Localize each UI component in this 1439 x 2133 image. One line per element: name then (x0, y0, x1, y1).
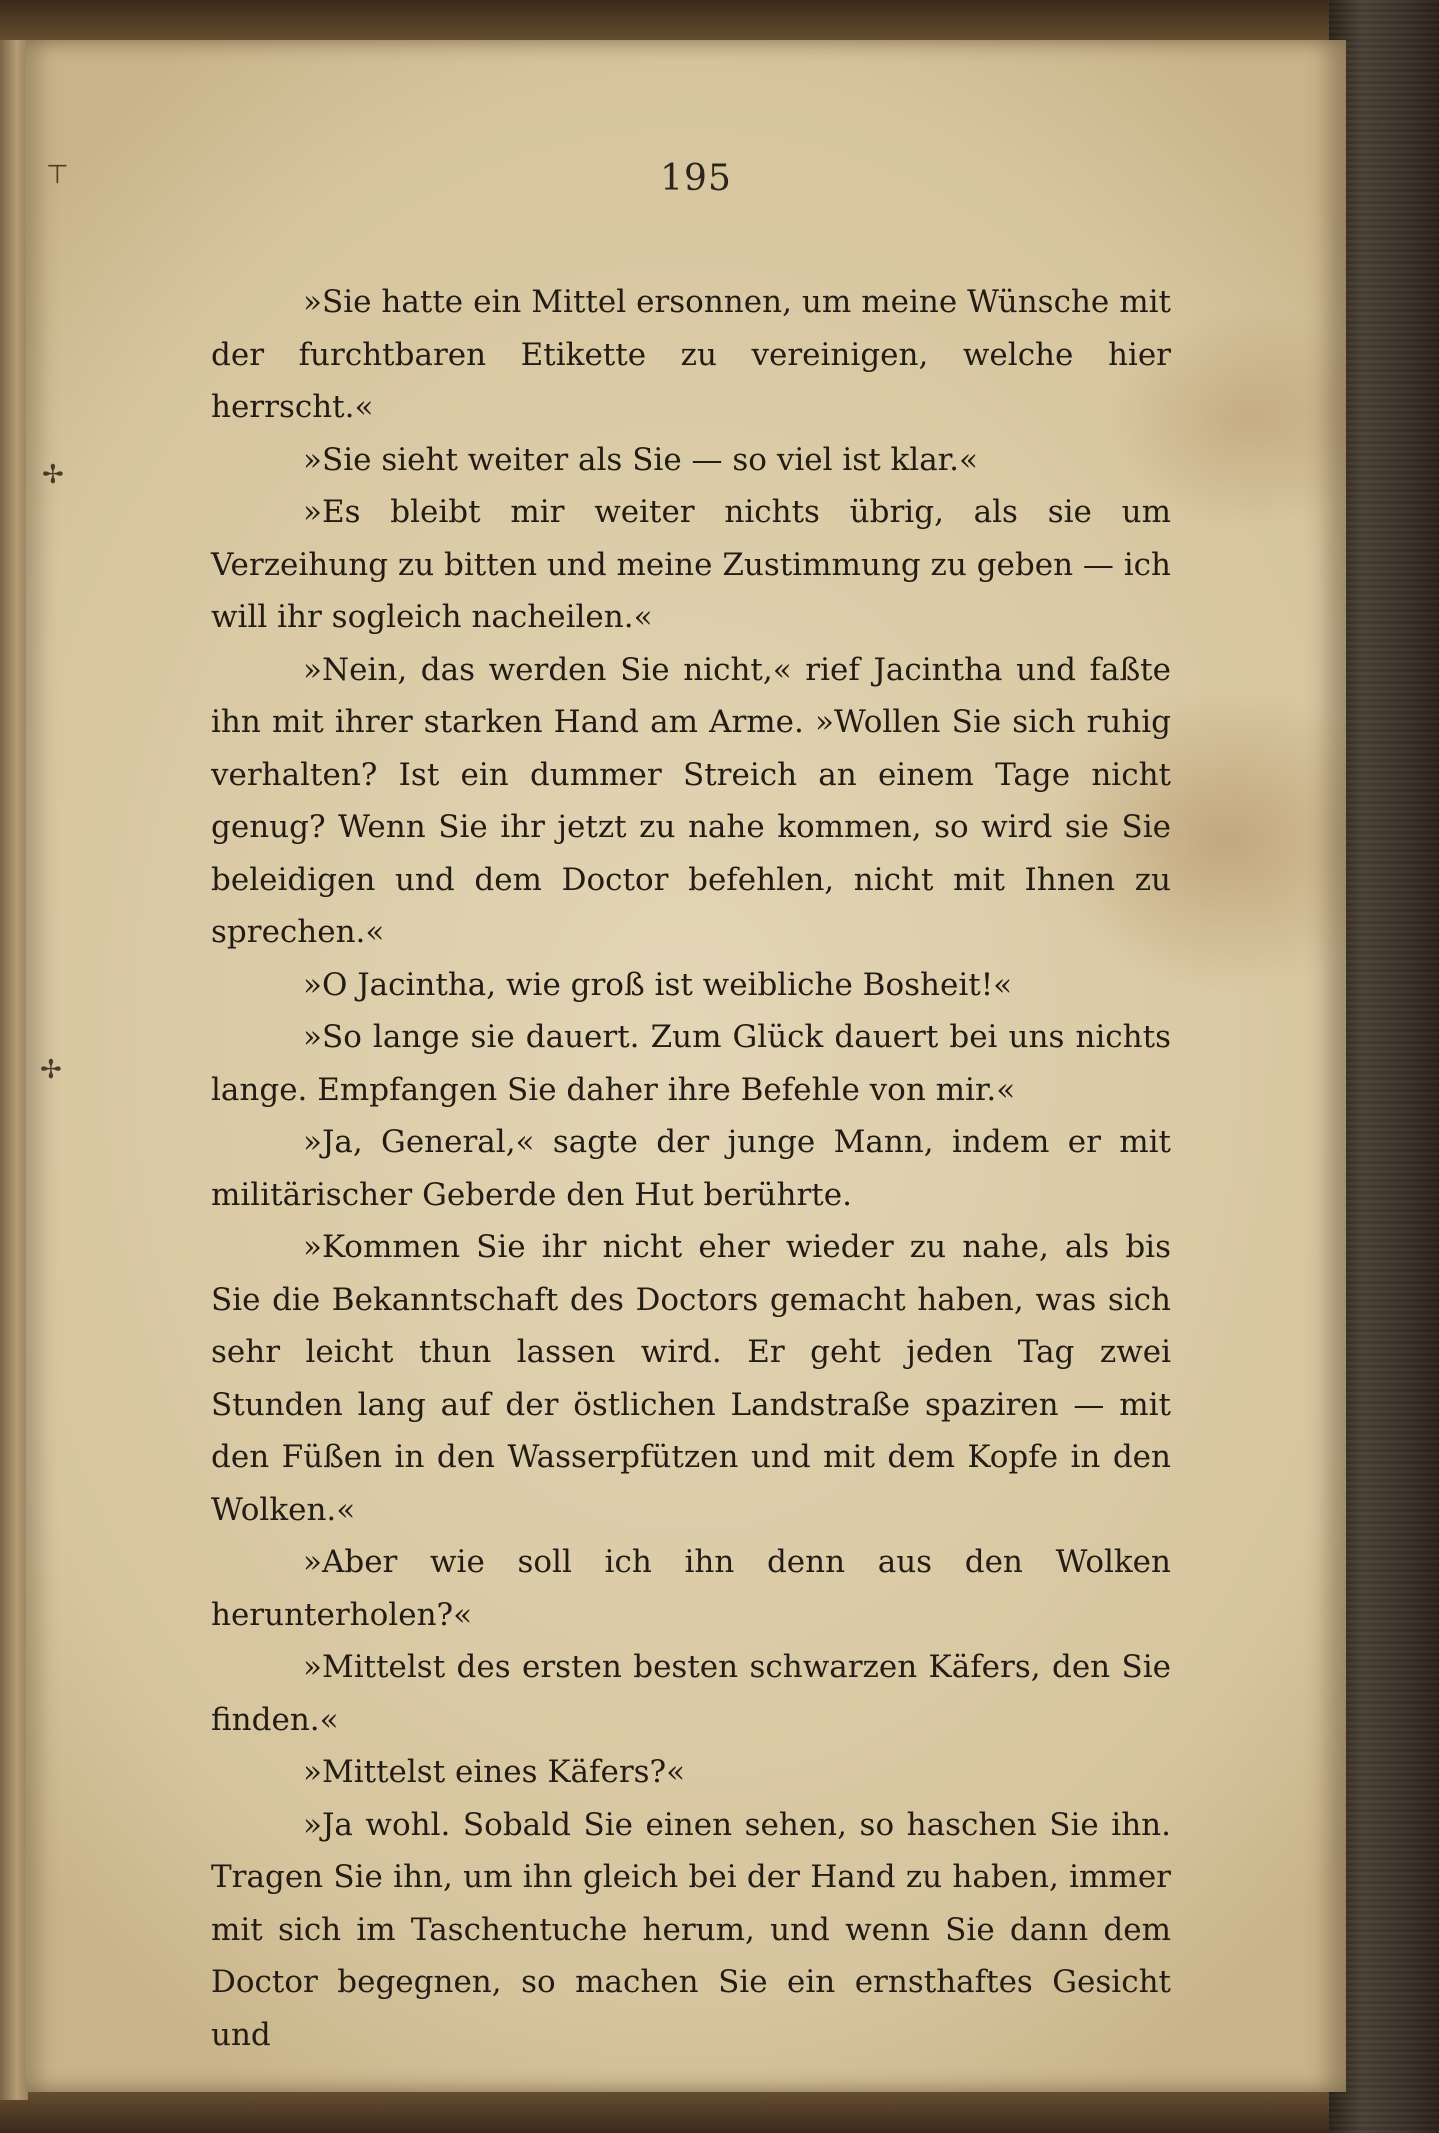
paragraph: »Mittelst des ersten besten schwarzen Käfers, den Sie finden.« (211, 1649, 1171, 1738)
paragraph: »Sie sieht weiter als Sie — so viel ist klar.« (303, 441, 978, 478)
page-number: 195 (660, 158, 732, 199)
body-text (211, 276, 1171, 2061)
paragraph: »Sie hatte ein Mittel ersonnen, um meine Wünsche mit der furchtbaren Etikette zu vereinigen, welche hier herrscht.« (211, 284, 1171, 425)
paragraph: »Ja wohl. Sobald Sie einen sehen, so haschen Sie ihn. Tragen Sie ihn, um ihn gleich bei der Hand zu haben, immer mit sich im Taschentuche herum, und wenn Sie dann dem Doctor begegnen, so machen Sie ein ernsthaftes Gesicht und (211, 1806, 1171, 2053)
paragraph: »Es bleibt mir weiter nichts übrig, als sie um Verzeihung zu bitten und meine Zustimmung zu geben — ich will ihr sogleich nacheilen.« (211, 494, 1171, 635)
paragraph: »Mittelst eines Käfers?« (303, 1754, 686, 1790)
paragraph: »So lange sie dauert. Zum Glück dauert bei uns nichts lange. Empfangen Sie daher ihre Befehle von mir.« (211, 1019, 1171, 1108)
paragraph: »Ja, General,« sagte der junge Mann, indem er mit militärischer Geberde den Hut berührte. (211, 1124, 1171, 1213)
paragraph: »O Jacintha, wie groß ist weibliche Bosheit!« (303, 966, 1013, 1003)
paragraph: »Aber wie soll ich ihn denn aus den Wolken herunterholen?« (211, 1544, 1171, 1633)
book-page (26, 40, 1346, 2092)
margin-mark-top: ⊤ (46, 160, 69, 190)
margin-mark-lower: ✢ (40, 1055, 62, 1085)
margin-mark-middle: ✢ (42, 460, 64, 490)
facing-page-edge (0, 40, 28, 2100)
paragraph: »Kommen Sie ihr nicht eher wieder zu nahe, als bis Sie die Bekanntschaft des Doctors gemacht haben, was sich sehr leicht thun lassen wird. Er geht jeden Tag zwei Stunden lang auf der östlichen Landstraße spaziren — mit den Füßen in den Wasserpfützen und mit dem Kopfe in den Wolken.« (211, 1229, 1171, 1528)
book-cover-bottom-edge (0, 2087, 1439, 2133)
paragraph: »Nein, das werden Sie nicht,« rief Jacintha und faßte ihn mit ihrer starken Hand am Arme. »Wollen Sie sich ruhig verhalten? Ist ein dummer Streich an einem Tage nicht genug? Wenn Sie ihr jetzt zu nahe kommen, so wird sie Sie beleidigen und dem Doctor befehlen, nicht mit Ihnen zu sprechen.« (211, 651, 1171, 950)
